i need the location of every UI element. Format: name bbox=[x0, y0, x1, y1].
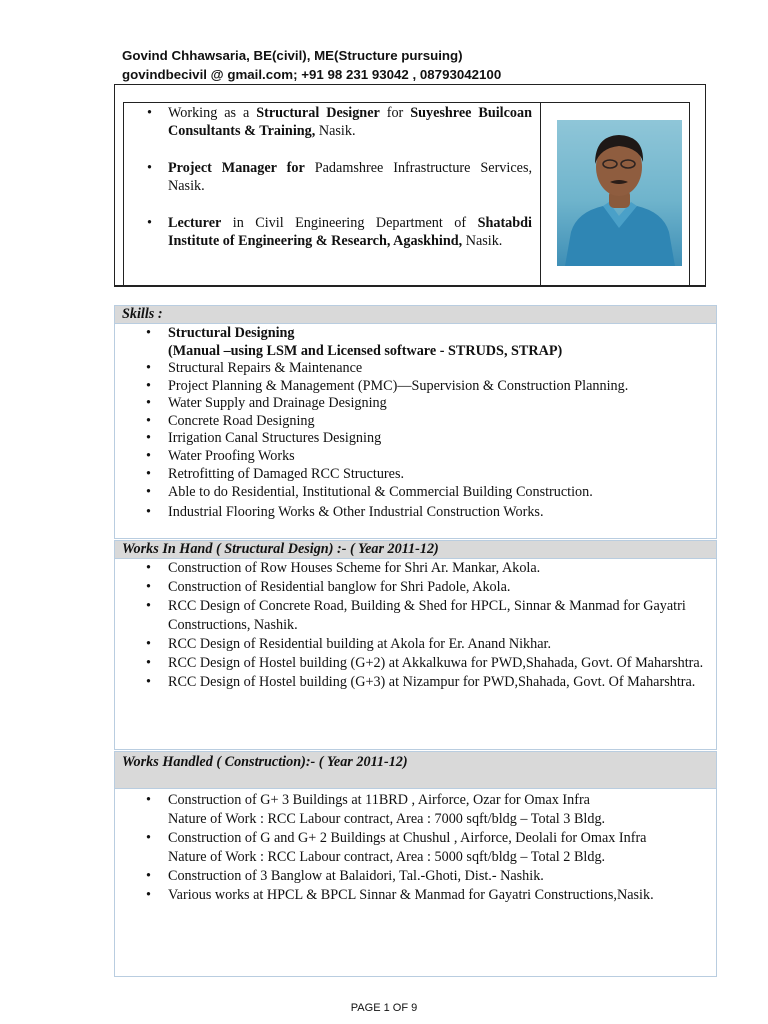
work-item: • Construction of Row Houses Scheme for Shri Ar. Mankar, Akola. bbox=[115, 559, 716, 578]
skill-item: • Industrial Flooring Works & Other Industrial Construction Works. bbox=[115, 503, 716, 523]
page-number: PAGE 1 OF 9 bbox=[350, 1002, 418, 1014]
intro-positions bbox=[124, 103, 541, 285]
position-item: • Working as a Structural Designer for Suyeshree Builcoan Consultants & Training, Nasik. bbox=[124, 104, 540, 140]
work-item: • RCC Design of Concrete Road, Building & Shed for HPCL, Sinnar & Manmad for Gayatri Constructions, Nashik. bbox=[115, 597, 716, 635]
handled-item: • Construction of G and G+ 2 Buildings at Chushul , Airforce, Deolali for Omax Infra Nature of Work : RCC Labour contract, Area : 5000 sqft/bldg – Total 2 Bldg. bbox=[115, 829, 716, 867]
intro-table bbox=[123, 102, 690, 285]
skill-item: • Water Supply and Drainage Designing bbox=[115, 395, 716, 413]
skill-item: • Able to do Residential, Institutional & Commercial Building Construction. bbox=[115, 483, 716, 503]
contact-line: govindbecivil @ gmail.com; +91 98 231 93042 , 08793042100 bbox=[122, 67, 502, 82]
works-in-hand-section bbox=[114, 540, 717, 750]
works-handled-section bbox=[114, 751, 717, 977]
position-item: • Lecturer in Civil Engineering Department of Shatabdi Institute of Engineering & Research, Agaskhind, Nasik. bbox=[124, 214, 540, 250]
handled-item: • Construction of 3 Banglow at Balaidori, Tal.-Ghoti, Dist.- Nashik. bbox=[115, 867, 716, 886]
handled-item: • Various works at HPCL & BPCL Sinnar & Manmad for Gayatri Constructions,Nasik. bbox=[115, 886, 716, 905]
skills-heading: Skills : bbox=[115, 306, 716, 324]
skills-section bbox=[114, 305, 717, 539]
skill-item: • Project Planning & Management (PMC)—Supervision & Construction Planning. bbox=[115, 378, 716, 396]
skill-item: • Structural Designing (Manual –using LSM and Licensed software - STRUDS, STRAP) bbox=[115, 324, 716, 360]
works-in-hand-heading: Works In Hand ( Structural Design) :- ( Year 2011-12) bbox=[115, 541, 716, 559]
name-and-degrees: Govind Chhawsaria, BE(civil), ME(Structure pursuing) bbox=[122, 48, 463, 63]
skill-item: • Retrofitting of Damaged RCC Structures. bbox=[115, 466, 716, 484]
work-item: • RCC Design of Hostel building (G+2) at Akkalkuwa for PWD,Shahada, Govt. Of Maharshtra. bbox=[115, 654, 716, 673]
skill-item: • Water Proofing Works bbox=[115, 448, 716, 466]
position-item: • Project Manager for Padamshree Infrastructure Services, Nasik. bbox=[124, 159, 540, 195]
work-item: • Construction of Residential banglow for Shri Padole, Akola. bbox=[115, 578, 716, 597]
works-handled-heading: Works Handled ( Construction):- ( Year 2011-12) bbox=[115, 752, 716, 789]
profile-photo bbox=[557, 120, 682, 266]
skill-item: • Irrigation Canal Structures Designing bbox=[115, 430, 716, 448]
work-item: • RCC Design of Hostel building (G+3) at Nizampur for PWD,Shahada, Govt. Of Maharshtra. bbox=[115, 673, 716, 692]
skill-item: • Concrete Road Designing bbox=[115, 413, 716, 431]
handled-item: • Construction of G+ 3 Buildings at 11BRD , Airforce, Ozar for Omax Infra Nature of Work : RCC Labour contract, Area : 7000 sqft/bldg – Total 3 Bldg. bbox=[115, 791, 716, 829]
intro-box bbox=[114, 84, 706, 287]
resume-header bbox=[122, 46, 501, 84]
skill-item: • Structural Repairs & Maintenance bbox=[115, 360, 716, 378]
work-item: • RCC Design of Residential building at Akola for Er. Anand Nikhar. bbox=[115, 635, 716, 654]
